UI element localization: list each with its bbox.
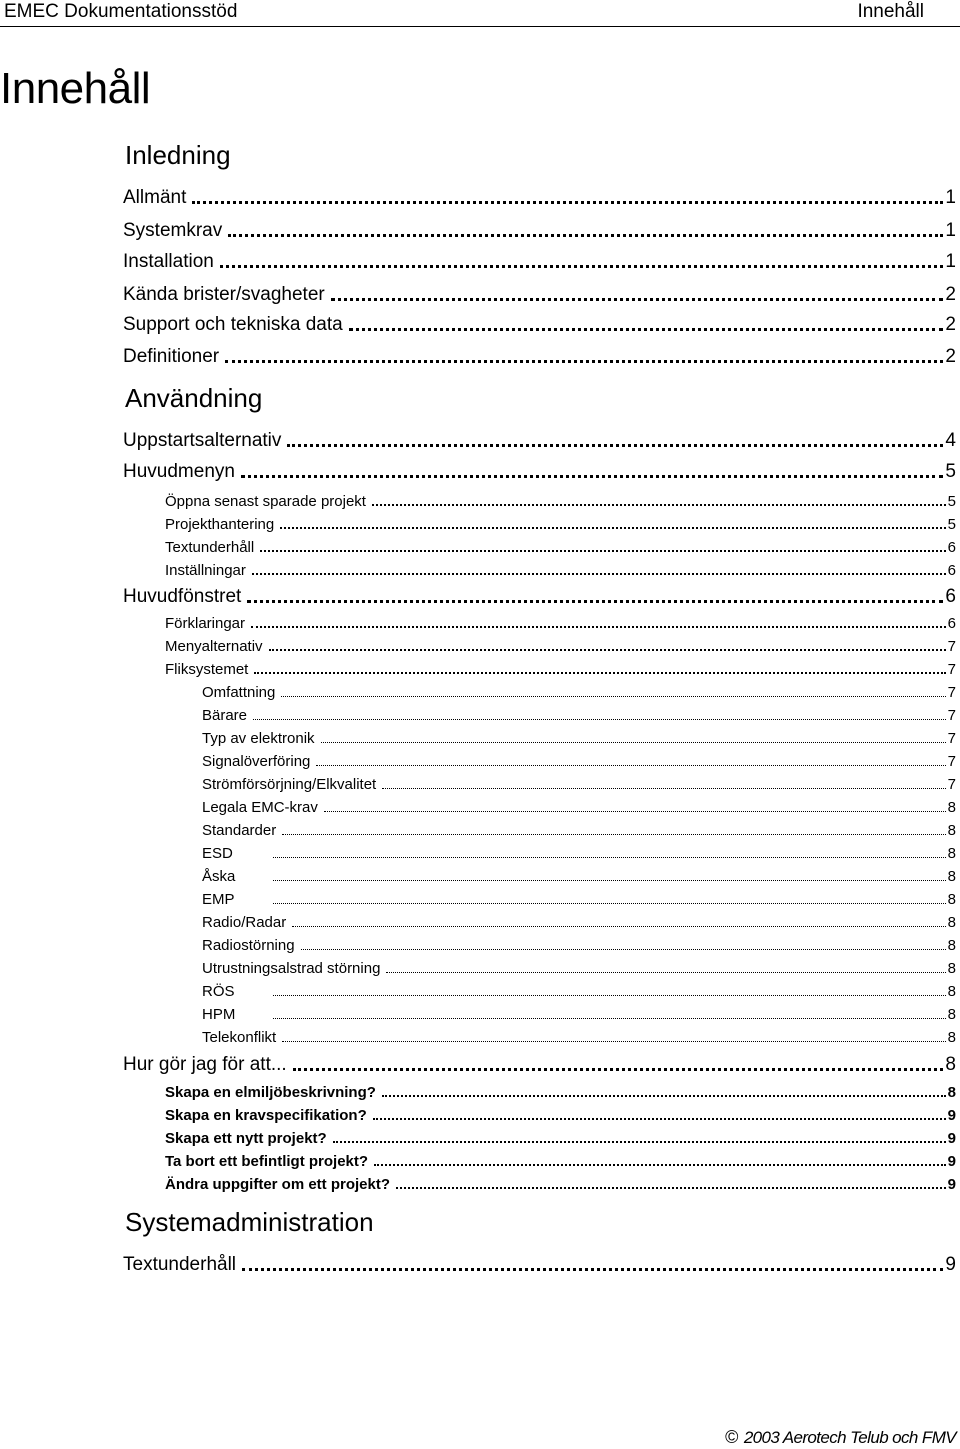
toc-entry-stromforsorjning[interactable]: Strömförsörjning/Elkvalitet 7	[202, 776, 956, 793]
page-number: 1	[945, 187, 956, 208]
toc-entry-telekonflikt[interactable]: Telekonflikt 8	[202, 1029, 956, 1046]
page-number: 8	[947, 914, 956, 931]
page-number: 8	[947, 891, 956, 908]
toc-entry-textunderhall-admin[interactable]: Textunderhåll 9	[123, 1254, 956, 1275]
page-number: 9	[947, 1107, 956, 1124]
page-number: 8	[947, 1006, 956, 1023]
toc-entry-standarder[interactable]: Standarder 8	[202, 822, 956, 839]
page-number: 5	[945, 461, 956, 482]
page-number: 8	[947, 937, 956, 954]
toc-entry-signaloverforing[interactable]: Signalöverföring 7	[202, 753, 956, 770]
toc-entry-forklaringar[interactable]: Förklaringar 6	[165, 615, 956, 632]
toc-entry-skapa-kravspecifikation[interactable]: Skapa en kravspecifikation? 9	[165, 1107, 956, 1124]
page-number: 7	[947, 776, 956, 793]
page-number: 8	[947, 799, 956, 816]
toc-entry-typ-av-elektronik[interactable]: Typ av elektronik 7	[202, 730, 956, 747]
page-number: 8	[947, 960, 956, 977]
page-number: 8	[945, 1054, 956, 1075]
toc-entry-hur-gor-jag[interactable]: Hur gör jag för att... 8	[123, 1054, 956, 1075]
toc-entry-definitioner[interactable]: Definitioner 2	[123, 346, 956, 367]
page-number: 5	[947, 516, 956, 533]
page-number: 7	[947, 684, 956, 701]
page-number: 7	[947, 707, 956, 724]
page-number: 5	[947, 493, 956, 510]
toc-entry-huvudmenyn[interactable]: Huvudmenyn 5	[123, 461, 956, 482]
page-number: 7	[947, 753, 956, 770]
page-number: 9	[947, 1176, 956, 1193]
toc-entry-oppna-senast[interactable]: Öppna senast sparade projekt 5	[165, 493, 956, 510]
toc-entry-installation[interactable]: Installation 1	[123, 251, 956, 272]
page-number: 9	[947, 1153, 956, 1170]
toc-entry-textunderhall[interactable]: Textunderhåll 6	[165, 539, 956, 556]
page-number: 9	[947, 1130, 956, 1147]
page-number: 8	[947, 1029, 956, 1046]
toc-entry-omfattning[interactable]: Omfattning 7	[202, 684, 956, 701]
footer-copyright	[725, 1427, 956, 1448]
header-section-title: Innehåll	[857, 1, 924, 22]
page-number: 8	[947, 1084, 956, 1101]
toc-entry-systemkrav[interactable]: Systemkrav 1	[123, 220, 956, 241]
section-heading-inledning: Inledning	[125, 140, 231, 170]
page-number: 7	[947, 730, 956, 747]
page-number: 8	[947, 983, 956, 1000]
toc-entry-huvudfonstret[interactable]: Huvudfönstret 6	[123, 586, 956, 607]
toc-entry-andra-uppgifter[interactable]: Ändra uppgifter om ett projekt? 9	[165, 1176, 956, 1193]
page-number: 9	[945, 1254, 956, 1275]
toc-entry-ros[interactable]: RÖS 8	[202, 983, 956, 1000]
toc-entry-utrustningsalstrad[interactable]: Utrustningsalstrad störning 8	[202, 960, 956, 977]
page-title: Innehåll	[0, 64, 151, 113]
page-number: 1	[945, 251, 956, 272]
toc-entry-allmant[interactable]: Allmänt 1	[123, 187, 956, 208]
page-number: 6	[947, 539, 956, 556]
page-number: 1	[945, 220, 956, 241]
page-number: 6	[947, 615, 956, 632]
toc-entry-radio-radar[interactable]: Radio/Radar 8	[202, 914, 956, 931]
section-heading-systemadministration: Systemadministration	[125, 1207, 374, 1237]
toc-entry-hpm[interactable]: HPM 8	[202, 1006, 956, 1023]
toc-entry-emp[interactable]: EMP 8	[202, 891, 956, 908]
toc-entry-radiostorning[interactable]: Radiostörning 8	[202, 937, 956, 954]
page-number: 8	[947, 868, 956, 885]
toc-entry-skapa-elmiljobeskrivning[interactable]: Skapa en elmiljöbeskrivning? 8	[165, 1084, 956, 1101]
toc-entry-installningar[interactable]: Inställningar 6	[165, 562, 956, 579]
section-heading-anvandning: Användning	[125, 383, 263, 413]
toc-entry-projekthantering[interactable]: Projekthantering 5	[165, 516, 956, 533]
toc-entry-skapa-nytt-projekt[interactable]: Skapa ett nytt projekt? 9	[165, 1130, 956, 1147]
toc-entry-barare[interactable]: Bärare 7	[202, 707, 956, 724]
page-number: 7	[947, 638, 956, 655]
toc-entry-fliksystemet[interactable]: Fliksystemet 7	[165, 661, 956, 678]
page-number: 2	[945, 346, 956, 367]
page-number: 4	[945, 430, 956, 451]
page-number: 8	[947, 845, 956, 862]
copyright-icon: ©	[725, 1427, 738, 1447]
page-number: 6	[945, 586, 956, 607]
toc-entry-ta-bort-projekt[interactable]: Ta bort ett befintligt projekt? 9	[165, 1153, 956, 1170]
toc-entry-aska[interactable]: Åska 8	[202, 868, 956, 885]
app-title: EMEC Dokumentationsstöd	[4, 1, 238, 22]
footer-text: 2003 Aerotech Telub och FMV	[743, 1428, 956, 1447]
toc-entry-menyalternativ[interactable]: Menyalternativ 7	[165, 638, 956, 655]
toc-entry-legala-emc-krav[interactable]: Legala EMC-krav 8	[202, 799, 956, 816]
page-number: 7	[947, 661, 956, 678]
toc-entry-esd[interactable]: ESD 8	[202, 845, 956, 862]
toc-entry-kanda-brister[interactable]: Kända brister/svagheter 2	[123, 284, 956, 305]
page-number: 2	[945, 314, 956, 335]
page-number: 8	[947, 822, 956, 839]
page-header	[0, 0, 960, 27]
toc-entry-support[interactable]: Support och tekniska data 2	[123, 314, 956, 335]
page-number: 6	[947, 562, 956, 579]
page-number: 2	[945, 284, 956, 305]
toc-entry-uppstartsalternativ[interactable]: Uppstartsalternativ 4	[123, 430, 956, 451]
